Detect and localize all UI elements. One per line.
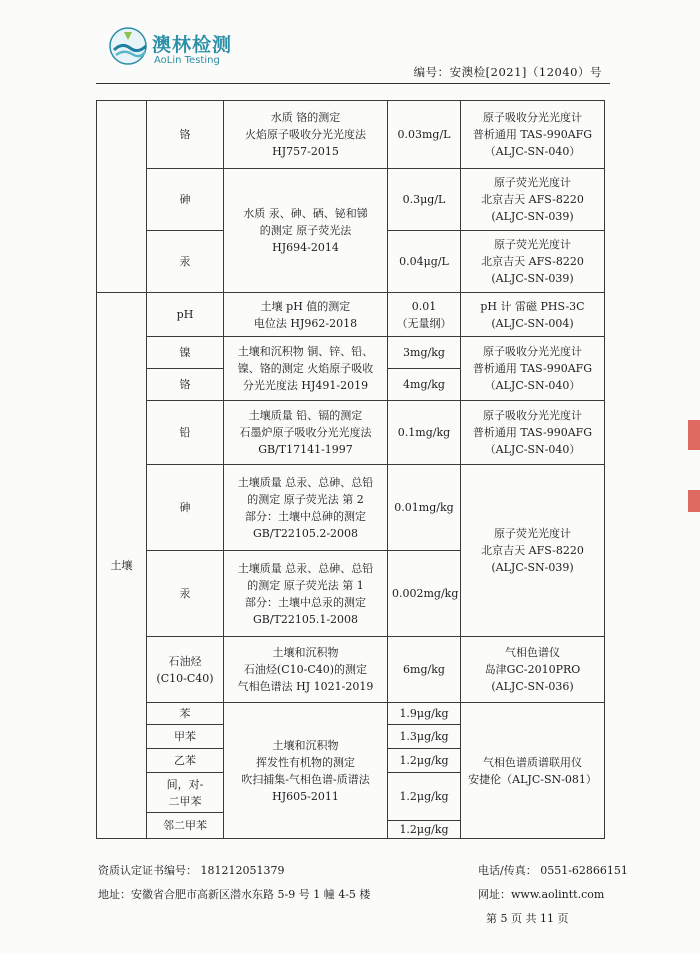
item-cell: 铬 <box>147 101 224 169</box>
limit-cell: 4mg/kg <box>388 369 461 401</box>
item-cell: 砷 <box>147 465 224 551</box>
category-cell-soil: 土壤 <box>97 293 147 839</box>
header-divider <box>96 83 610 84</box>
limit-cell: 0.3μg/L <box>388 169 461 231</box>
item-cell: 砷 <box>147 169 224 231</box>
limit-cell: 1.2μg/kg <box>388 749 461 773</box>
test-methods-table <box>96 100 605 839</box>
method-cell: 土壤质量 总汞、总砷、总铅 的测定 原子荧光法 第 2 部分：土壤中总砷的测定 GB/T22105.2-2008 <box>224 465 388 551</box>
logo-chinese-name: 澳林检测 <box>152 34 233 56</box>
instrument-cell: 原子荧光光度计 北京吉天 AFS-8220 (ALJC-SN-039) <box>461 465 605 637</box>
certificate-number: 资质认定证书编号： 181212051379 <box>98 864 285 877</box>
limit-cell: 3mg/kg <box>388 337 461 369</box>
method-cell: 土壤和沉积物 铜、锌、铅、 镍、铬的测定 火焰原子吸收 分光光度法 HJ491-2019 <box>224 337 388 401</box>
company-address: 地址：安徽省合肥市高新区潜水东路 5-9 号 1 幢 4-5 楼 <box>98 888 371 901</box>
item-cell: 铬 <box>147 369 224 401</box>
item-cell: 苯 <box>147 703 224 725</box>
logo-emblem-icon <box>108 24 152 68</box>
method-cell: 水质 汞、砷、硒、铋和锑 的测定 原子荧光法 HJ694-2014 <box>224 169 388 293</box>
page-number: 第 5 页 共 11 页 <box>486 912 569 925</box>
method-cell: 土壤和沉积物 挥发性有机物的测定 吹扫捕集-气相色谱-质谱法 HJ605-2011 <box>224 703 388 839</box>
table-row <box>97 101 605 169</box>
logo-english-name: AoLin Testing <box>154 55 220 66</box>
method-cell: 土壤和沉积物 石油烃(C10-C40)的测定 气相色谱法 HJ 1021-2019 <box>224 637 388 703</box>
instrument-cell: 原子荧光光度计 北京吉天 AFS-8220 (ALJC-SN-039) <box>461 169 605 231</box>
table-row <box>97 293 605 337</box>
limit-cell: 0.01 （无量纲） <box>388 293 461 337</box>
limit-cell: 1.9μg/kg <box>388 703 461 725</box>
item-cell: 间，对- 二甲苯 <box>147 773 224 813</box>
phone-fax: 电话/传真： 0551-62866151 <box>478 864 628 877</box>
limit-cell: 0.04μg/L <box>388 231 461 293</box>
limit-cell: 0.1mg/kg <box>388 401 461 465</box>
item-cell: 铅 <box>147 401 224 465</box>
instrument-cell: 原子吸收分光光度计 普析通用 TAS-990AFG （ALJC-SN-040） <box>461 337 605 401</box>
item-cell: 汞 <box>147 551 224 637</box>
table-row <box>97 401 605 465</box>
limit-cell: 1.2μg/kg <box>388 773 461 821</box>
document-number: 编号：安澳检[2021]（12040）号 <box>413 65 602 79</box>
item-cell: 邻二甲苯 <box>147 813 224 839</box>
instrument-cell: pH 计 雷磁 PHS-3C (ALJC-SN-004) <box>461 293 605 337</box>
method-cell: 土壤质量 总汞、总砷、总铅 的测定 原子荧光法 第 1 部分：土壤中总汞的测定 GB/T22105.1-2008 <box>224 551 388 637</box>
item-cell: 汞 <box>147 231 224 293</box>
limit-cell: 0.03mg/L <box>388 101 461 169</box>
instrument-cell: 气相色谱质谱联用仪 安捷伦（ALJC-SN-081） <box>461 703 605 839</box>
instrument-cell: 原子吸收分光光度计 普析通用 TAS-990AFG （ALJC-SN-040） <box>461 401 605 465</box>
instrument-cell: 原子荧光光度计 北京吉天 AFS-8220 (ALJC-SN-039) <box>461 231 605 293</box>
table-row <box>97 337 605 369</box>
method-cell: 土壤质量 铅、镉的测定 石墨炉原子吸收分光光度法 GB/T17141-1997 <box>224 401 388 465</box>
item-cell: 乙苯 <box>147 749 224 773</box>
limit-cell: 0.002mg/kg <box>388 551 461 637</box>
table-row <box>97 465 605 551</box>
limit-cell: 6mg/kg <box>388 637 461 703</box>
item-cell: 镍 <box>147 337 224 369</box>
item-cell: 石油烃 (C10-C40) <box>147 637 224 703</box>
company-logo <box>108 24 248 72</box>
instrument-cell: 原子吸收分光光度计 普析通用 TAS-990AFG （ALJC-SN-040） <box>461 101 605 169</box>
website: 网址：www.aolintt.com <box>478 888 605 901</box>
method-cell: 土壤 pH 值的测定 电位法 HJ962-2018 <box>224 293 388 337</box>
table-row <box>97 637 605 703</box>
item-cell: 甲苯 <box>147 725 224 749</box>
method-cell: 水质 铬的测定 火焰原子吸收分光光度法 HJ757-2015 <box>224 101 388 169</box>
table-row <box>97 169 605 231</box>
category-cell-water <box>97 101 147 293</box>
item-cell: pH <box>147 293 224 337</box>
table-row <box>97 703 605 725</box>
seal-stamp-edge <box>688 490 700 512</box>
limit-cell: 1.2μg/kg <box>388 821 461 839</box>
seal-stamp-edge <box>688 420 700 450</box>
limit-cell: 1.3μg/kg <box>388 725 461 749</box>
limit-cell: 0.01mg/kg <box>388 465 461 551</box>
instrument-cell: 气相色谱仪 岛津GC-2010PRO (ALJC-SN-036) <box>461 637 605 703</box>
